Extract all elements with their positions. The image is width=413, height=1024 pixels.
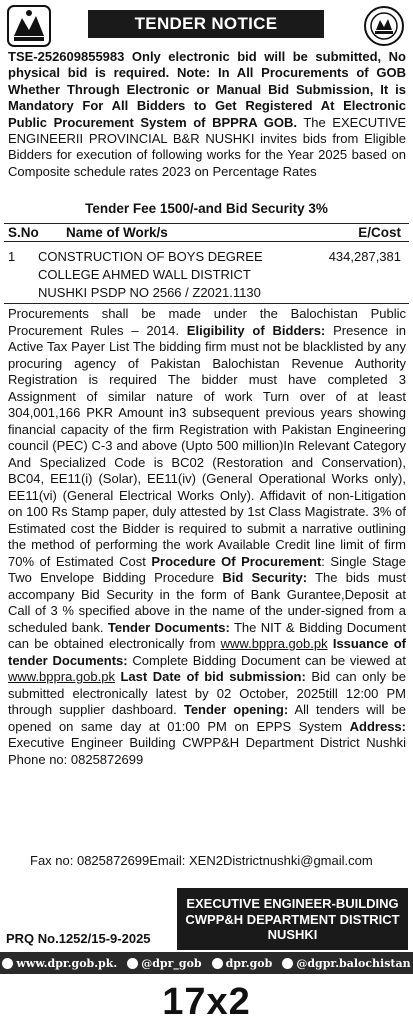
issuer-line-3: NUSHKI	[267, 927, 318, 942]
bppra-link-1[interactable]: www.bppra.gob.pk	[220, 636, 328, 651]
row-sno: 1	[8, 249, 16, 264]
label-last-date: Last Date of bid submission:	[114, 669, 306, 684]
row-work: CONSTRUCTION OF BOYS DEGREE COLLEGE AHMED WALL DISTRICT NUSHKI PSDP NO 2566 / Z2021.1130	[38, 249, 263, 300]
table-row	[4, 244, 409, 304]
page-title: TENDER NOTICE	[88, 10, 324, 38]
label-procedure: Procedure Of Procurement	[151, 553, 322, 569]
social-facebook[interactable]	[282, 957, 410, 970]
fee-line: Tender Fee 1500/-and Bid Security 3%	[85, 201, 328, 216]
label-address: Address:	[349, 718, 406, 734]
social-bar	[0, 952, 413, 974]
ad-size-label: 17x2	[162, 981, 251, 1023]
label-bid-security: Bid Security:	[222, 570, 308, 585]
header	[0, 0, 413, 50]
tse-notice: TSE-252609855983 Only electronic bid will be submitted, No physical bid is required. Note: In All Procurements of GOB Whether Through Electronic or Manual Bid Submission, It is Mandatory For All Bidders to Get Registered At Electronic Public Procurement System of BPPRA GOB.	[8, 49, 406, 130]
intro-paragraph	[8, 49, 406, 180]
text-procedure: : Single Stage Two Envelope Bidding Procedure	[8, 553, 407, 585]
header-sno: S.No	[8, 225, 39, 240]
table-bottom-rule	[4, 303, 409, 304]
fax-email-line: Fax no: 0825872699Email: XEN2Districtnushki@gmail.com	[30, 853, 373, 868]
text-eligibility: Presence in Active Tax Payer List The bidding firm must not be blacklisted by any procuring agency of Pakistan Balochistan Revenue Authority Registration is required The bidder must have completed 3 Assignment of similar nature of work Turn over of at least 304,001,166 PKR Amount in3 subsequent previous years showing financial capacity of the firm Registration with Pakistan Engineering council (PEC) C-3 and above (Upto 500 million)In Relevant Category And Specialized Code is BC02 (Restoration and Conservation), BC04, EE11(i) (Solar), EE11(iv) (General Operational Works only), EE11(vi) (General Electrical Works Only). Affidavit of non-Litigation on 100 Rs Stamp paper, duly attested by 1st Class Magistrate. 3% of Estimated cost the Bidder is required to submit a narrative outlining the method of performing the work Available Credit line limit of firm 70% of Estimated Cost	[8, 322, 406, 569]
website-text: www.dpr.gob.pk.	[16, 956, 118, 970]
invitation-text: The EXECUTIVE ENGINEERII PROVINCIAL B&R NUSHKI invites bids from Eligible Bidders for execution of following works for the Year 2025 based on Composite schedule rates 2023 on Percentage Rates	[8, 114, 406, 179]
balochistan-emblem-icon	[6, 4, 52, 48]
facebook-icon	[282, 958, 293, 969]
text-tender-documents: The NIT & Bidding Document can be obtained electronically from	[8, 619, 406, 651]
text-issuance: Complete Bidding Document can be viewed at	[127, 652, 406, 668]
label-eligibility: Eligibility of Bidders:	[186, 322, 326, 338]
government-seal-icon	[361, 4, 407, 48]
facebook-text: @dgpr.balochistan	[296, 956, 411, 970]
issuer-line-2: CWPP&H DEPARTMENT DISTRICT	[185, 911, 400, 927]
text-last-date: Bid can only be submitted electronically latest by 02 October, 2025till 12:00 PM through supplier dashboard.	[8, 669, 406, 717]
issuer-line-1: EXECUTIVE ENGINEER-BUILDING	[186, 896, 399, 911]
instagram-icon	[212, 958, 223, 969]
text-rules: Procurements shall be made under the Balochistan Public Procurement Rules – 2014.	[8, 306, 406, 338]
header-work: Name of Work/s	[66, 225, 168, 240]
text-bid-security: The bids must accompany Bid Security in the form of Bank Gurantee,Deposit at Call of 3 % specified above in the name of the under-signed from a scheduled bank.	[8, 570, 406, 635]
label-issuance: Issuance of tender Documents:	[8, 636, 406, 668]
social-website[interactable]	[2, 957, 117, 970]
text-address: Executive Engineer Building CWPP&H Department District Nushki Phone no: 0825872699	[8, 735, 406, 767]
row-cost: 434,287,381	[328, 249, 401, 264]
label-opening: Tender opening:	[183, 702, 289, 717]
instagram-text: dpr.gob	[225, 956, 273, 970]
text-opening: All tenders will be opened on same day at 01:00 PM on EPPS System	[8, 702, 406, 734]
twitter-text: @dpr_gob	[141, 956, 202, 970]
table-header	[4, 223, 409, 242]
prq-number: PRQ No.1252/15-9-2025	[6, 931, 151, 946]
globe-icon	[2, 958, 13, 969]
twitter-icon	[127, 958, 138, 969]
bppra-link-2[interactable]: www.bppra.gob.pk	[8, 669, 115, 684]
header-cost: E/Cost	[358, 225, 401, 240]
conditions-paragraph	[8, 306, 406, 768]
label-tender-documents: Tender Documents:	[107, 619, 230, 635]
issuer-box	[177, 888, 408, 950]
social-instagram[interactable]	[212, 957, 273, 970]
social-twitter[interactable]	[127, 957, 201, 970]
